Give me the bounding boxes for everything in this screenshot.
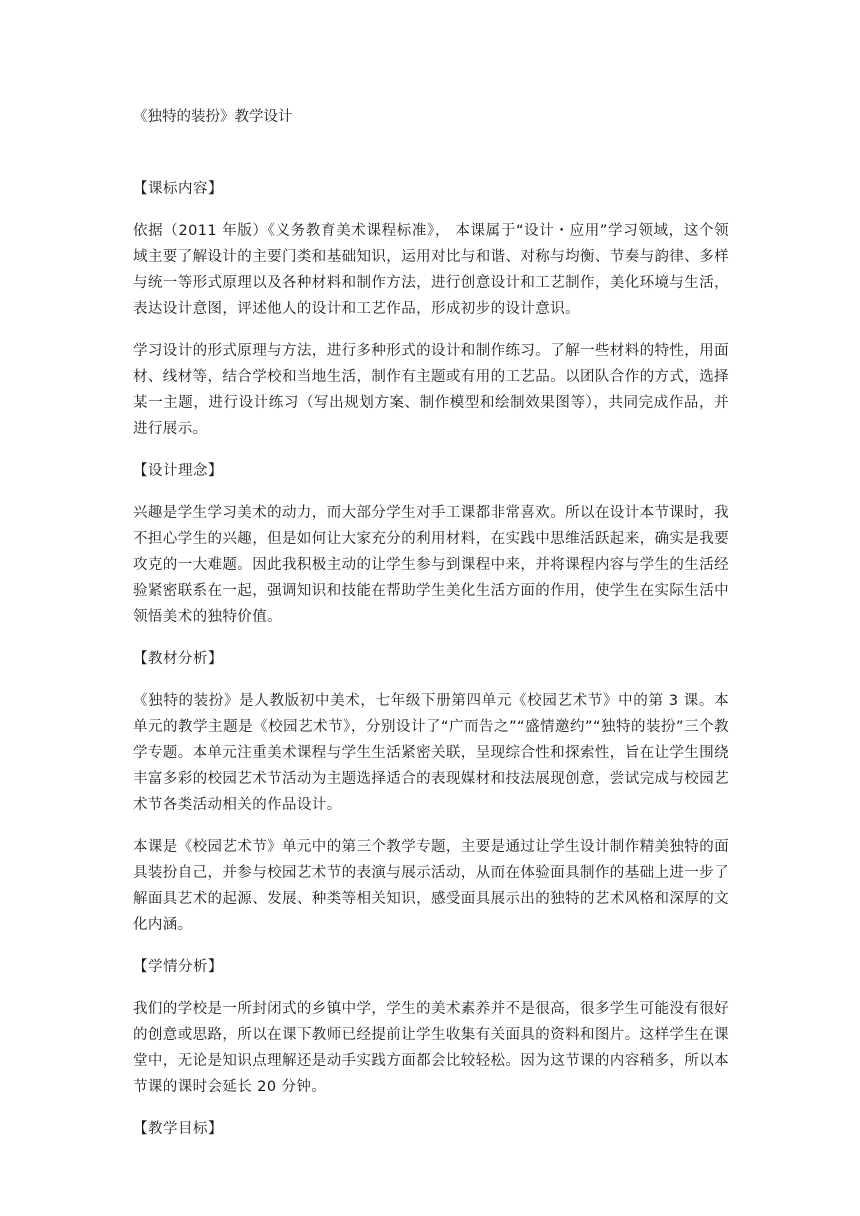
section-heading-textbook: 【教材分析】 xyxy=(133,651,223,667)
paragraph-curriculum-2: 学习设计的形式原理与方法，进行多种形式的设计和制作练习。了解一些材料的特性，用面材、线材等，结合学校和当地生活，制作有主题或有用的工艺品。以团队合作的方式，选择某一主题，进行设计练习（写出规划方案、制作模型和绘制效果图等），共同完成作品，并进行展示。 xyxy=(133,343,729,437)
section-heading-objectives: 【教学目标】 xyxy=(133,1121,223,1137)
paragraph-textbook-1: 《独特的装扮》是人教版初中美术，七年级下册第四单元《校园艺术节》中的第 3 课。本单元的教学主题是《校园艺术节》，分别设计了“广而告之”“盛情邀约”“独特的装扮”三个教学专题。本单元注重美术课程与学生生活紧密关联，呈现综合性和探索性，旨在让学生围绕丰富多彩的校园艺术节活动为主题选择适合的表现媒材和技法展现创意，尝试完成与校园艺术节各类活动相关的作品设计。 xyxy=(133,693,729,813)
section-heading-philosophy: 【设计理念】 xyxy=(133,463,223,479)
paragraph-textbook-2: 本课是《校园艺术节》单元中的第三个教学专题，主要是通过让学生设计制作精美独特的面具装扮自己，并参与校园艺术节的表演与展示活动，从而在体验面具制作的基础上进一步了解面具艺术的起源、发展、种类等相关知识，感受面具展示出的独特的艺术风格和深厚的文化内涵。 xyxy=(133,839,729,933)
paragraph-students-1: 我们的学校是一所封闭式的乡镇中学，学生的美术素养并不是很高，很多学生可能没有很好的创意或思路，所以在课下教师已经提前让学生收集有关面具的资料和图片。这样学生在课堂中，无论是知识点理解还是动手实践方面都会比较轻松。因为这节课的内容稍多，所以本节课的课时会延长 20 分钟。 xyxy=(133,1001,729,1095)
document-title: 《独特的装扮》教学设计 xyxy=(133,109,293,125)
paragraph-curriculum-1: 依据（2011 年版）《义务教育美术课程标准》， 本课属于“设计・应用”学习领域，这个领域主要了解设计的主要门类和基础知识，运用对比与和谐、对称与均衡、节奏与韵律、多样与统一等形式原理以及各种材料和制作方法，进行创意设计和工艺制作，美化环境与生活，表达设计意图，评述他人的设计和工艺作品，形成初步的设计意识。 xyxy=(133,223,729,317)
paragraph-philosophy-1: 兴趣是学生学习美术的动力，而大部分学生对手工课都非常喜欢。所以在设计本节课时，我不担心学生的兴趣，但是如何让大家充分的利用材料，在实践中思维活跃起来，确实是我要攻克的一大难题。因此我积极主动的让学生参与到课程中来，并将课程内容与学生的生活经验紧密联系在一起，强调知识和技能在帮助学生美化生活方面的作用，使学生在实际生活中领悟美术的独特价值。 xyxy=(133,505,729,625)
section-heading-students: 【学情分析】 xyxy=(133,959,223,975)
document-body xyxy=(133,104,729,1142)
section-heading-curriculum: 【课标内容】 xyxy=(133,181,223,197)
